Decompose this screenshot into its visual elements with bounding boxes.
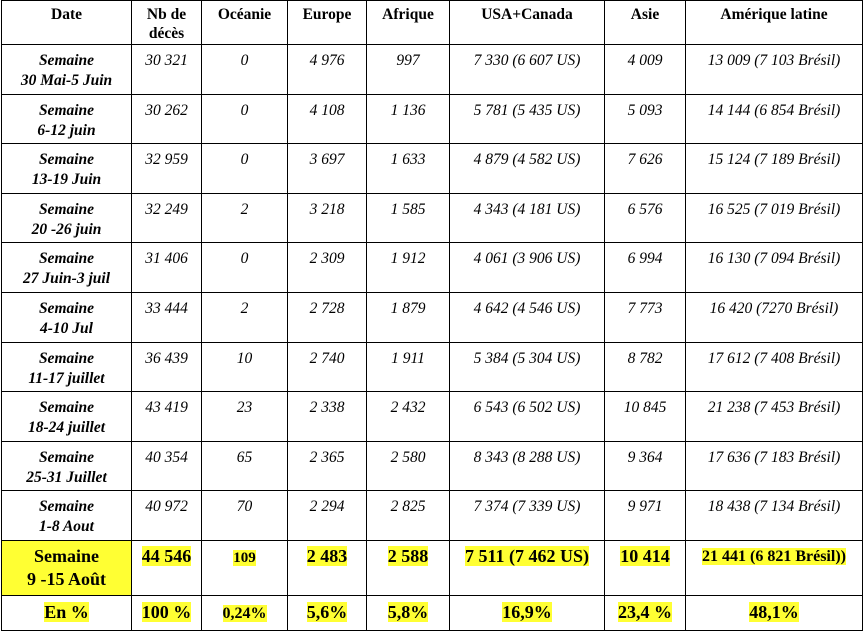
week-cell — [2, 193, 132, 243]
usa-canada-cell: 7 374 (7 339 US) — [450, 491, 605, 541]
deaths-cell: 43 419 — [132, 392, 202, 442]
highlight-usa-canada — [450, 540, 605, 595]
usa-canada-cell: 4 642 (4 546 US) — [450, 292, 605, 342]
percent-usa-canada — [450, 595, 605, 630]
asia-cell: 4 009 — [605, 45, 686, 95]
week-range: 4-10 Jul — [40, 319, 93, 337]
week-label: Semaine — [38, 52, 95, 69]
highlight-europe — [288, 540, 367, 595]
week-cell — [2, 243, 132, 293]
table-row — [2, 144, 863, 194]
week-label: Semaine — [38, 151, 95, 169]
percent-europe — [288, 595, 367, 630]
europe-cell: 2 365 — [288, 441, 367, 491]
asia-cell: 9 364 — [605, 441, 686, 491]
percent-oceania — [202, 595, 288, 630]
asia-cell: 8 782 — [605, 342, 686, 392]
header-europe: Europe — [288, 1, 367, 45]
highlight-row — [2, 540, 863, 595]
europe-cell: 2 338 — [288, 392, 367, 442]
europe-cell: 2 294 — [288, 491, 367, 541]
week-label: Semaine — [38, 448, 95, 466]
deaths-cell: 40 354 — [132, 441, 202, 491]
table-row — [2, 45, 863, 95]
table-row — [2, 441, 863, 491]
oceania-cell: 2 — [202, 292, 288, 342]
latin-america-cell: 16 420 (7270 Brésil) — [686, 292, 863, 342]
deaths-cell: 33 444 — [132, 292, 202, 342]
usa-canada-cell: 7 330 (6 607 US) — [450, 45, 605, 95]
highlight-week-line1: Semaine — [34, 545, 99, 566]
table-row — [2, 94, 863, 144]
percent-europe-value: 5,6% — [306, 601, 348, 622]
week-cell — [2, 292, 132, 342]
usa-canada-cell: 4 343 (4 181 US) — [450, 193, 605, 243]
latin-america-cell: 17 636 (7 183 Brésil) — [686, 441, 863, 491]
week-label: Semaine — [38, 399, 95, 417]
europe-cell: 3 697 — [288, 144, 367, 194]
deaths-cell: 32 249 — [132, 193, 202, 243]
highlight-oceania — [202, 540, 288, 595]
latin-america-cell: 16 525 (7 019 Brésil) — [686, 193, 863, 243]
percent-africa — [367, 595, 450, 630]
latin-america-cell: 13 009 (7 103 Brésil) — [686, 45, 863, 95]
week-cell — [2, 392, 132, 442]
asia-cell: 5 093 — [605, 94, 686, 144]
weekly-deaths-table — [1, 0, 863, 631]
africa-cell: 1 912 — [367, 243, 450, 293]
highlight-africa — [367, 540, 450, 595]
oceania-cell: 0 — [202, 45, 288, 95]
header-africa: Afrique — [367, 1, 450, 45]
week-range: 11-17 juillet — [28, 369, 105, 387]
header-asia: Asie — [605, 1, 686, 45]
usa-canada-cell: 5 384 (5 304 US) — [450, 342, 605, 392]
highlight-asia — [605, 540, 686, 595]
africa-cell: 1 879 — [367, 292, 450, 342]
week-range: 25-31 Juillet — [26, 468, 107, 486]
highlight-usa-canada-value: 7 511 (7 462 US) — [464, 545, 589, 566]
week-cell — [2, 342, 132, 392]
header-deaths — [132, 1, 202, 45]
percent-latin-america — [686, 595, 863, 630]
table-row — [2, 243, 863, 293]
highlight-asia-value: 10 414 — [620, 545, 670, 566]
asia-cell: 6 994 — [605, 243, 686, 293]
latin-america-cell: 15 124 (7 189 Brésil) — [686, 144, 863, 194]
week-label: Semaine — [38, 200, 95, 218]
latin-america-cell: 18 438 (7 134 Brésil) — [686, 491, 863, 541]
percent-label — [2, 595, 132, 630]
africa-cell: 2 825 — [367, 491, 450, 541]
asia-cell: 6 576 — [605, 193, 686, 243]
week-range: 30 Mai-5 Juin — [20, 72, 113, 89]
oceania-cell: 0 — [202, 243, 288, 293]
deaths-cell: 30 262 — [132, 94, 202, 144]
africa-cell: 1 633 — [367, 144, 450, 194]
europe-cell: 4 108 — [288, 94, 367, 144]
week-cell — [2, 45, 132, 95]
week-cell — [2, 94, 132, 144]
table-row — [2, 193, 863, 243]
africa-cell: 997 — [367, 45, 450, 95]
header-latin-america: Amérique latine — [686, 1, 863, 45]
week-label: Semaine — [38, 498, 95, 516]
week-label: Semaine — [38, 299, 95, 317]
usa-canada-cell: 4 879 (4 582 US) — [450, 144, 605, 194]
europe-cell: 2 309 — [288, 243, 367, 293]
header-deaths-line2: décès — [148, 25, 185, 42]
week-range: 6-12 juin — [37, 121, 96, 139]
highlight-deaths — [132, 540, 202, 595]
latin-america-cell: 14 144 (6 854 Brésil) — [686, 94, 863, 144]
africa-cell: 2 580 — [367, 441, 450, 491]
europe-cell: 2 728 — [288, 292, 367, 342]
week-cell — [2, 491, 132, 541]
table-row — [2, 491, 863, 541]
header-usa-canada: USA+Canada — [450, 1, 605, 45]
percent-oceania-value: 0,24% — [222, 604, 267, 622]
asia-cell: 10 845 — [605, 392, 686, 442]
highlight-latin-america-value: 21 441 (6 821 Brésil)) — [702, 547, 846, 565]
header-deaths-line1: Nb de — [146, 6, 187, 23]
deaths-cell: 40 972 — [132, 491, 202, 541]
oceania-cell: 2 — [202, 193, 288, 243]
percent-label-text: En % — [44, 601, 89, 622]
table-body — [2, 45, 863, 541]
highlight-deaths-value: 44 546 — [141, 545, 192, 566]
header-oceania: Océanie — [202, 1, 288, 45]
percent-asia-value: 23,4 % — [618, 601, 672, 622]
deaths-cell: 36 439 — [132, 342, 202, 392]
africa-cell: 2 432 — [367, 392, 450, 442]
highlight-latin-america — [686, 540, 863, 595]
usa-canada-cell: 5 781 (5 435 US) — [450, 94, 605, 144]
oceania-cell: 10 — [202, 342, 288, 392]
week-range: 18-24 juillet — [27, 419, 106, 437]
week-range: 1-8 Aout — [39, 518, 94, 536]
week-cell — [2, 441, 132, 491]
table-row — [2, 292, 863, 342]
table-row — [2, 342, 863, 392]
percent-deaths-value: 100 % — [141, 601, 192, 622]
percent-latin-america-value: 48,1% — [749, 601, 799, 622]
header-date: Date — [2, 1, 132, 45]
europe-cell: 3 218 — [288, 193, 367, 243]
latin-america-cell: 16 130 (7 094 Brésil) — [686, 243, 863, 293]
table-row — [2, 392, 863, 442]
percent-deaths — [132, 595, 202, 630]
oceania-cell: 0 — [202, 144, 288, 194]
africa-cell: 1 911 — [367, 342, 450, 392]
africa-cell: 1 136 — [367, 94, 450, 144]
latin-america-cell: 21 238 (7 453 Brésil) — [686, 392, 863, 442]
asia-cell: 7 773 — [605, 292, 686, 342]
percent-africa-value: 5,8% — [387, 601, 429, 622]
usa-canada-cell: 6 543 (6 502 US) — [450, 392, 605, 442]
percent-usa-canada-value: 16,9% — [502, 601, 552, 622]
usa-canada-cell: 4 061 (3 906 US) — [450, 243, 605, 293]
week-range: 27 Juin-3 juil — [23, 270, 110, 288]
deaths-cell: 32 959 — [132, 144, 202, 194]
europe-cell: 2 740 — [288, 342, 367, 392]
week-range: 13-19 Juin — [31, 171, 102, 189]
highlight-europe-value: 2 483 — [306, 545, 348, 566]
latin-america-cell: 17 612 (7 408 Brésil) — [686, 342, 863, 392]
highlight-week-line2: 9 -15 Août — [26, 568, 106, 589]
asia-cell: 7 626 — [605, 144, 686, 194]
header-row — [2, 1, 863, 45]
oceania-cell: 70 — [202, 491, 288, 541]
week-cell — [2, 144, 132, 194]
percent-row — [2, 595, 863, 630]
week-range: 20 -26 juin — [31, 220, 102, 238]
week-label: Semaine — [38, 101, 95, 119]
africa-cell: 1 585 — [367, 193, 450, 243]
usa-canada-cell: 8 343 (8 288 US) — [450, 441, 605, 491]
deaths-cell: 30 321 — [132, 45, 202, 95]
oceania-cell: 65 — [202, 441, 288, 491]
highlight-oceania-value: 109 — [233, 549, 256, 566]
highlight-week — [2, 540, 132, 595]
highlight-africa-value: 2 588 — [387, 545, 429, 566]
deaths-cell: 31 406 — [132, 243, 202, 293]
percent-asia — [605, 595, 686, 630]
asia-cell: 9 971 — [605, 491, 686, 541]
week-label: Semaine — [38, 250, 95, 268]
week-label: Semaine — [38, 349, 95, 367]
europe-cell: 4 976 — [288, 45, 367, 95]
oceania-cell: 0 — [202, 94, 288, 144]
oceania-cell: 23 — [202, 392, 288, 442]
